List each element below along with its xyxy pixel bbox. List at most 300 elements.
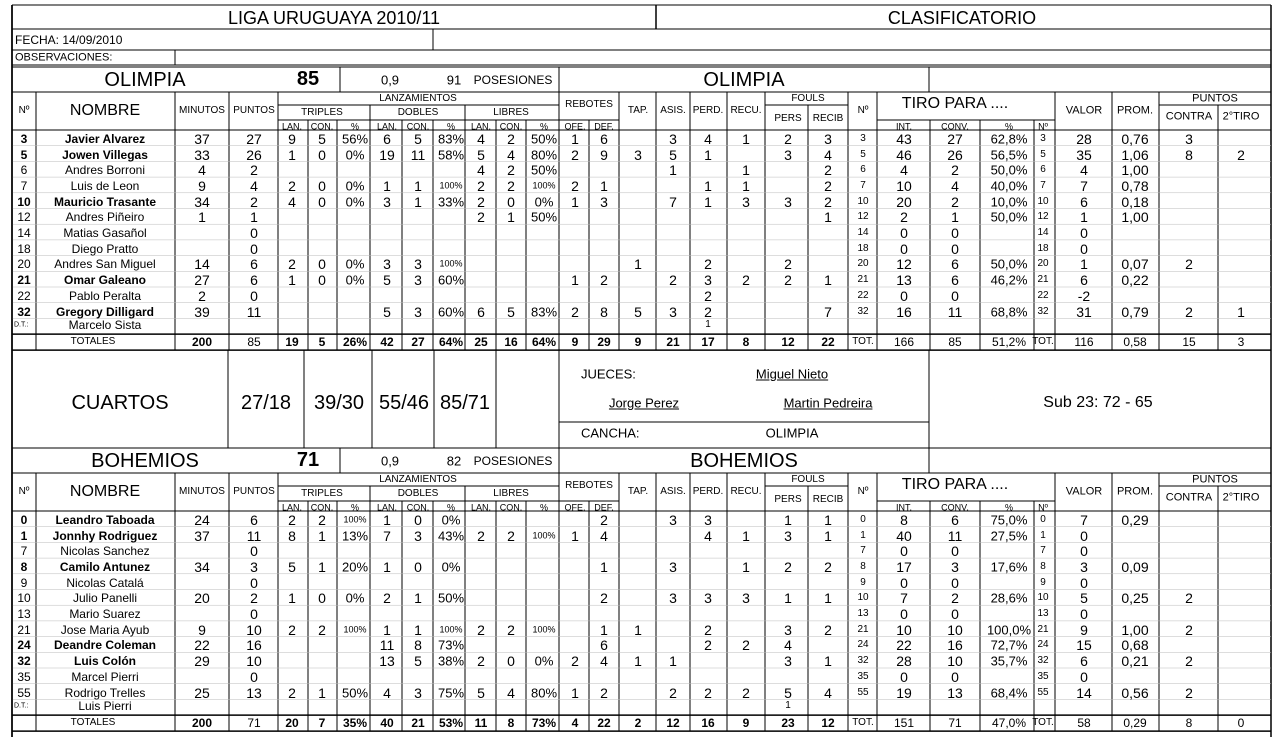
stat-recib: 2 <box>824 621 832 638</box>
total-tiro2: 0 <box>1237 716 1245 731</box>
stat-recib: 1 <box>824 209 832 226</box>
player-number: 35 <box>17 669 31 684</box>
stat-perd: 3 <box>704 511 712 528</box>
stat-asis: 3 <box>669 303 677 320</box>
stat-perd: 4 <box>704 130 712 147</box>
stat-contra: 2 <box>1185 303 1193 320</box>
stat-num2: 0 <box>860 513 866 525</box>
stat-recib: 2 <box>824 162 832 179</box>
h-lan: LAN. <box>281 502 303 513</box>
stat-perd: 2 <box>704 303 712 320</box>
stat-num2: 13 <box>857 608 869 620</box>
stat-d-l: 1 <box>383 621 391 638</box>
stat-l-l: 4 <box>477 162 485 179</box>
coach-label: D.T.: <box>14 321 29 329</box>
player-name: Luis Colón <box>74 654 136 669</box>
stat-num2: 14 <box>857 227 869 239</box>
stat-num3: 1 <box>1040 529 1046 541</box>
h-puntos-grp: PUNTOS <box>1192 473 1238 486</box>
stat-perd: 3 <box>704 272 712 289</box>
h-pct: % <box>350 502 360 513</box>
stat-valor: -2 <box>1077 287 1091 304</box>
stat-recu: 1 <box>742 177 750 194</box>
stat-int: 0 <box>900 574 908 591</box>
total-contra: 8 <box>1185 716 1193 731</box>
stat-d-p: 38% <box>437 653 465 669</box>
player-name: Pablo Peralta <box>68 288 142 303</box>
coach-name: Luis Pierri <box>78 699 132 714</box>
stat-int: 10 <box>896 177 912 194</box>
total-l-c: 16 <box>504 335 518 350</box>
h-minutos: MINUTOS <box>179 486 225 497</box>
stat-d-c: 3 <box>414 527 422 544</box>
h-pers: PERS <box>774 113 802 124</box>
stat-l-p: 50% <box>530 209 558 225</box>
stat-valor: 7 <box>1080 177 1088 194</box>
stat-conv: 11 <box>947 303 963 320</box>
total-tap: 9 <box>634 335 642 350</box>
stat-def: 1 <box>600 177 608 194</box>
h-rebotes: REBOTES <box>565 99 613 110</box>
stat-num2: 12 <box>857 211 869 223</box>
total-pct: 51,2% <box>991 335 1027 350</box>
player-name: Rodrigo Trelles <box>64 685 146 700</box>
stat-t-c: 0 <box>318 590 326 607</box>
stat-pct: 46,2% <box>990 272 1028 288</box>
stat-t-p: 0% <box>345 147 365 163</box>
stat-prom: 0,09 <box>1121 558 1149 575</box>
tot-label: TOT. <box>852 336 874 348</box>
h-num3: Nº <box>1038 502 1048 513</box>
stat-d-p: 75% <box>437 685 465 701</box>
stat-conv: 6 <box>951 272 959 289</box>
stat-prom: 0,22 <box>1121 272 1149 289</box>
stat-t-p: 100% <box>343 624 367 635</box>
stat-l-p: 100% <box>532 530 556 541</box>
stat-min: 22 <box>194 637 210 654</box>
stat-int: 2 <box>900 209 908 226</box>
stat-pers: 1 <box>784 590 792 607</box>
stat-int: 43 <box>896 130 912 147</box>
stat-num3: 5 <box>1040 148 1046 160</box>
player-number: 20 <box>17 257 31 272</box>
h-int: INT. <box>895 121 913 132</box>
quarter-score-3: 55/46 <box>378 392 430 414</box>
stat-ofe: 2 <box>571 303 579 320</box>
player-number: 0 <box>20 512 28 527</box>
stat-prom: 1,00 <box>1121 209 1149 226</box>
player-number: 18 <box>17 241 31 256</box>
stat-ofe: 2 <box>571 177 579 194</box>
h-fouls: FOULS <box>791 93 825 104</box>
stat-asis: 3 <box>669 590 677 607</box>
stat-l-c: 0 <box>507 193 515 210</box>
tot-label2: TOT. <box>1032 336 1054 348</box>
stat-prom: 0,79 <box>1121 303 1149 320</box>
stat-pts: 1 <box>250 209 258 226</box>
stat-num2: 5 <box>860 148 866 160</box>
h-lan: LAN. <box>376 121 398 132</box>
posesiones-label: POSESIONES <box>473 454 553 468</box>
stat-l-c: 2 <box>507 527 515 544</box>
stat-int: 0 <box>900 668 908 685</box>
stat-t-l: 1 <box>288 146 296 163</box>
total-l-l: 11 <box>474 716 488 731</box>
player-name: Jose Maria Ayub <box>60 622 150 637</box>
stat-contra: 8 <box>1185 146 1193 163</box>
stat-def: 9 <box>600 146 608 163</box>
stat-recib: 1 <box>824 590 832 607</box>
stat-pts: 2 <box>250 162 258 179</box>
player-number: 6 <box>20 163 28 178</box>
stat-d-c: 1 <box>414 621 422 638</box>
stat-num3: 6 <box>1040 164 1046 176</box>
h-ofe: OFE. <box>564 502 586 513</box>
stat-l-c: 4 <box>507 146 515 163</box>
stat-ofe: 1 <box>571 193 579 210</box>
stat-d-c: 0 <box>414 511 422 528</box>
stat-int: 0 <box>900 606 908 623</box>
total-contra: 15 <box>1182 335 1196 350</box>
stat-l-l: 5 <box>477 146 485 163</box>
stat-num2: 9 <box>860 576 866 588</box>
stat-pct: 72,7% <box>990 637 1028 653</box>
cancha-value: OLIMPIA <box>765 425 819 441</box>
total-l-l: 25 <box>474 335 488 350</box>
total-perd: 17 <box>701 335 715 350</box>
stat-recib: 2 <box>824 558 832 575</box>
total-int: 166 <box>893 335 915 350</box>
player-name: Diego Pratto <box>71 241 139 256</box>
stat-tap: 3 <box>634 146 642 163</box>
stat-conv: 4 <box>951 177 959 194</box>
stat-d-l: 3 <box>383 256 391 273</box>
h-con: CON. <box>310 502 334 513</box>
stat-min: 39 <box>194 303 210 320</box>
stat-min: 37 <box>194 527 210 544</box>
h-puntos-grp: PUNTOS <box>1192 92 1238 105</box>
stat-prom: 0,56 <box>1121 684 1149 701</box>
stat-d-p: 43% <box>437 528 465 544</box>
stat-d-l: 1 <box>383 558 391 575</box>
stat-l-l: 2 <box>477 653 485 670</box>
stat-recib: 1 <box>824 511 832 528</box>
player-number: 13 <box>17 607 31 622</box>
stat-t-l: 2 <box>288 177 296 194</box>
stat-def: 6 <box>600 637 608 654</box>
stat-num3: 3 <box>1040 132 1046 144</box>
stat-pers: 2 <box>784 558 792 575</box>
h-con: CON. <box>499 121 523 132</box>
h-dobles: DOBLES <box>397 107 439 118</box>
stat-tap: 1 <box>634 256 642 273</box>
stat-pct: 35,7% <box>990 653 1028 669</box>
total-pts: 85 <box>247 335 261 350</box>
stat-perd: 4 <box>704 527 712 544</box>
stat-d-l: 5 <box>383 303 391 320</box>
stat-contra: 2 <box>1185 684 1193 701</box>
stat-l-p: 0% <box>534 194 554 210</box>
total-prom: 0,58 <box>1123 335 1147 350</box>
stat-pts: 0 <box>250 574 258 591</box>
stat-def: 4 <box>600 527 608 544</box>
player-name: Andres Piñeiro <box>65 210 145 225</box>
stat-valor: 0 <box>1080 543 1088 560</box>
stat-pct: 50,0% <box>990 209 1028 225</box>
stat-t-c: 0 <box>318 146 326 163</box>
stat-d-c: 1 <box>414 590 422 607</box>
stat-pct: 75,0% <box>990 512 1028 528</box>
stat-conv: 27 <box>947 130 963 147</box>
stat-perd: 2 <box>704 637 712 654</box>
stat-t-p: 20% <box>341 559 369 575</box>
stat-conv: 6 <box>951 511 959 528</box>
stat-prom: 0,68 <box>1121 637 1149 654</box>
total-pers: 23 <box>781 716 795 731</box>
stat-valor: 6 <box>1080 653 1088 670</box>
player-name: Camilo Antunez <box>59 559 151 574</box>
stat-t-p: 0% <box>345 178 365 194</box>
stat-asis: 5 <box>669 146 677 163</box>
stat-pts: 13 <box>246 684 262 701</box>
h-valor: VALOR <box>1065 104 1103 117</box>
player-number: 21 <box>17 622 31 637</box>
stat-d-l: 4 <box>383 684 391 701</box>
stat-recu: 2 <box>742 637 750 654</box>
round-label: CUARTOS <box>71 392 169 414</box>
stat-int: 22 <box>896 637 912 654</box>
h-tap: TAP. <box>627 105 649 116</box>
totales-label: TOTALES <box>70 717 116 729</box>
total-recib: 12 <box>821 716 835 731</box>
stat-l-p: 0% <box>534 653 554 669</box>
stat-d-l: 2 <box>383 590 391 607</box>
stat-conv: 3 <box>951 558 959 575</box>
stat-prom: 1,00 <box>1121 621 1149 638</box>
stat-l-p: 100% <box>532 624 556 635</box>
stat-pts: 0 <box>250 543 258 560</box>
stat-conv: 10 <box>947 653 963 670</box>
stat-int: 16 <box>896 303 912 320</box>
stat-pct: 68,4% <box>990 685 1028 701</box>
stat-perd: 2 <box>704 621 712 638</box>
stat-num3: 7 <box>1040 179 1046 191</box>
h-puntos: PUNTOS <box>233 105 275 116</box>
stat-d-c: 3 <box>414 256 422 273</box>
h-con: CON. <box>310 121 334 132</box>
total-ofe: 9 <box>571 335 579 350</box>
h-asis: ASIS. <box>660 105 686 116</box>
stat-t-c: 1 <box>318 558 326 575</box>
posesiones-label: POSESIONES <box>473 73 553 87</box>
stat-pct: 100,0% <box>986 622 1032 638</box>
team-name-right: BOHEMIOS <box>690 450 798 472</box>
h-pers: PERS <box>774 494 802 505</box>
stat-pct: 27,5% <box>990 528 1028 544</box>
stat-def: 1 <box>600 558 608 575</box>
stat-perd: 2 <box>704 684 712 701</box>
stat-tap: 5 <box>634 303 642 320</box>
stat-valor: 3 <box>1080 558 1088 575</box>
team-ratio: 0,9 <box>380 72 400 88</box>
total-def: 22 <box>597 716 611 731</box>
total-conv: 85 <box>948 335 962 350</box>
h-prom: PROM. <box>1116 485 1154 498</box>
stat-valor: 0 <box>1080 240 1088 257</box>
team-score: 71 <box>296 449 320 471</box>
stat-conv: 10 <box>947 621 963 638</box>
stat-t-c: 0 <box>318 256 326 273</box>
quarter-score-2: 39/30 <box>313 392 365 414</box>
h-dobles: DOBLES <box>397 488 439 499</box>
stat-pers: 2 <box>784 256 792 273</box>
stat-num3: 21 <box>1037 274 1049 286</box>
stat-pts: 3 <box>250 558 258 575</box>
stat-int: 0 <box>900 543 908 560</box>
h-num: Nº <box>18 105 30 116</box>
stat-l-p: 100% <box>532 180 556 191</box>
stat-l-p: 80% <box>530 685 558 701</box>
stat-t-p: 50% <box>341 685 369 701</box>
h-contra: CONTRA <box>1165 110 1213 123</box>
stat-conv: 2 <box>951 162 959 179</box>
h-conv: CONV. <box>941 502 969 513</box>
quarter-score-4: 85/71 <box>439 392 491 414</box>
stat-asis: 2 <box>669 684 677 701</box>
stat-num3: 55 <box>1037 686 1049 698</box>
stat-l-p: 50% <box>530 162 558 178</box>
stat-l-c: 2 <box>507 130 515 147</box>
stat-pers: 5 <box>784 684 792 701</box>
stat-conv: 26 <box>947 146 963 163</box>
stat-d-p: 100% <box>439 180 463 191</box>
stat-conv: 16 <box>947 637 963 654</box>
stat-t-c: 0 <box>318 193 326 210</box>
stat-t-c: 1 <box>318 527 326 544</box>
stat-pct: 17,6% <box>990 559 1028 575</box>
h-libres: LIBRES <box>493 488 529 499</box>
stat-num3: 22 <box>1037 289 1049 301</box>
stat-t-p: 0% <box>345 272 365 288</box>
stat-recib: 4 <box>824 684 832 701</box>
stat-conv: 13 <box>947 684 963 701</box>
stat-valor: 28 <box>1076 130 1092 147</box>
stat-recu: 3 <box>742 590 750 607</box>
h-nombre: NOMBRE <box>69 102 141 119</box>
judge-2: Jorge Perez <box>608 395 680 411</box>
stat-valor: 15 <box>1076 637 1092 654</box>
total-asis: 12 <box>666 716 680 731</box>
stat-num3: 32 <box>1037 655 1049 667</box>
h-def: DEF. <box>594 502 614 513</box>
stat-prom: 1,06 <box>1121 146 1149 163</box>
stat-l-l: 2 <box>477 621 485 638</box>
stat-t-l: 9 <box>288 130 296 147</box>
stat-l-p: 80% <box>530 147 558 163</box>
player-number: 3 <box>20 131 28 146</box>
stat-min: 9 <box>198 177 206 194</box>
stat-d-p: 0% <box>441 512 461 528</box>
stat-asis: 3 <box>669 558 677 575</box>
stat-min: 34 <box>194 193 210 210</box>
stat-int: 46 <box>896 146 912 163</box>
stat-pts: 6 <box>250 272 258 289</box>
stat-int: 17 <box>896 558 912 575</box>
stat-min: 33 <box>194 146 210 163</box>
h-conv: CONV. <box>941 121 969 132</box>
stat-d-l: 3 <box>383 193 391 210</box>
total-valor: 58 <box>1077 716 1091 731</box>
player-number: 1 <box>20 528 28 543</box>
stat-d-p: 100% <box>439 258 463 269</box>
stat-perd: 3 <box>704 590 712 607</box>
stat-pct: 40,0% <box>990 178 1028 194</box>
stat-num2: 7 <box>860 545 866 557</box>
stat-prom: 0,25 <box>1121 590 1149 607</box>
stat-t-l: 1 <box>288 590 296 607</box>
stat-d-p: 33% <box>437 194 465 210</box>
h-perd: PERD. <box>692 486 724 497</box>
stat-num3: 21 <box>1037 623 1049 635</box>
coach-perd: 1 <box>705 319 711 331</box>
stat-conv: 6 <box>951 256 959 273</box>
stat-pers: 2 <box>784 272 792 289</box>
player-name: Andres San Miguel <box>54 257 156 272</box>
stat-def: 2 <box>600 590 608 607</box>
player-number: 7 <box>20 178 28 193</box>
stat-pts: 6 <box>250 256 258 273</box>
stat-pts: 6 <box>250 511 258 528</box>
stat-recu: 1 <box>742 527 750 544</box>
stat-t-p: 56% <box>341 131 369 147</box>
player-name: Leandro Taboada <box>55 512 155 527</box>
h-pct: % <box>350 121 360 132</box>
h-libres: LIBRES <box>493 107 529 118</box>
stat-pts: 2 <box>250 193 258 210</box>
stat-pts: 0 <box>250 668 258 685</box>
h-recib: RECIB <box>812 113 844 124</box>
stat-d-c: 1 <box>414 177 422 194</box>
stat-d-p: 100% <box>439 624 463 635</box>
stat-ofe: 1 <box>571 272 579 289</box>
stat-min: 25 <box>194 684 210 701</box>
stat-def: 2 <box>600 272 608 289</box>
stat-num3: 18 <box>1037 242 1049 254</box>
h-pct: % <box>539 502 549 513</box>
total-recu: 8 <box>742 335 750 350</box>
stat-valor: 31 <box>1076 303 1092 320</box>
stat-t-c: 0 <box>318 177 326 194</box>
stat-pts: 0 <box>250 240 258 257</box>
total-d-p: 53% <box>438 716 464 731</box>
stat-num2: 3 <box>860 132 866 144</box>
player-number: 22 <box>17 288 31 303</box>
total-tap: 2 <box>634 716 642 731</box>
stat-recib: 1 <box>824 527 832 544</box>
stat-prom: 0,78 <box>1121 177 1149 194</box>
stat-prom: 0,21 <box>1121 653 1149 670</box>
stat-l-c: 4 <box>507 684 515 701</box>
h-int: INT. <box>895 502 913 513</box>
stat-conv: 0 <box>951 287 959 304</box>
stat-int: 20 <box>896 193 912 210</box>
player-name: Andres Borroni <box>64 163 146 178</box>
h-con: CON. <box>406 121 430 132</box>
h-triples: TRIPLES <box>301 488 343 499</box>
stat-contra: 3 <box>1185 130 1193 147</box>
h-lanzamientos: LANZAMIENTOS <box>379 474 457 485</box>
total-l-c: 8 <box>507 716 515 731</box>
